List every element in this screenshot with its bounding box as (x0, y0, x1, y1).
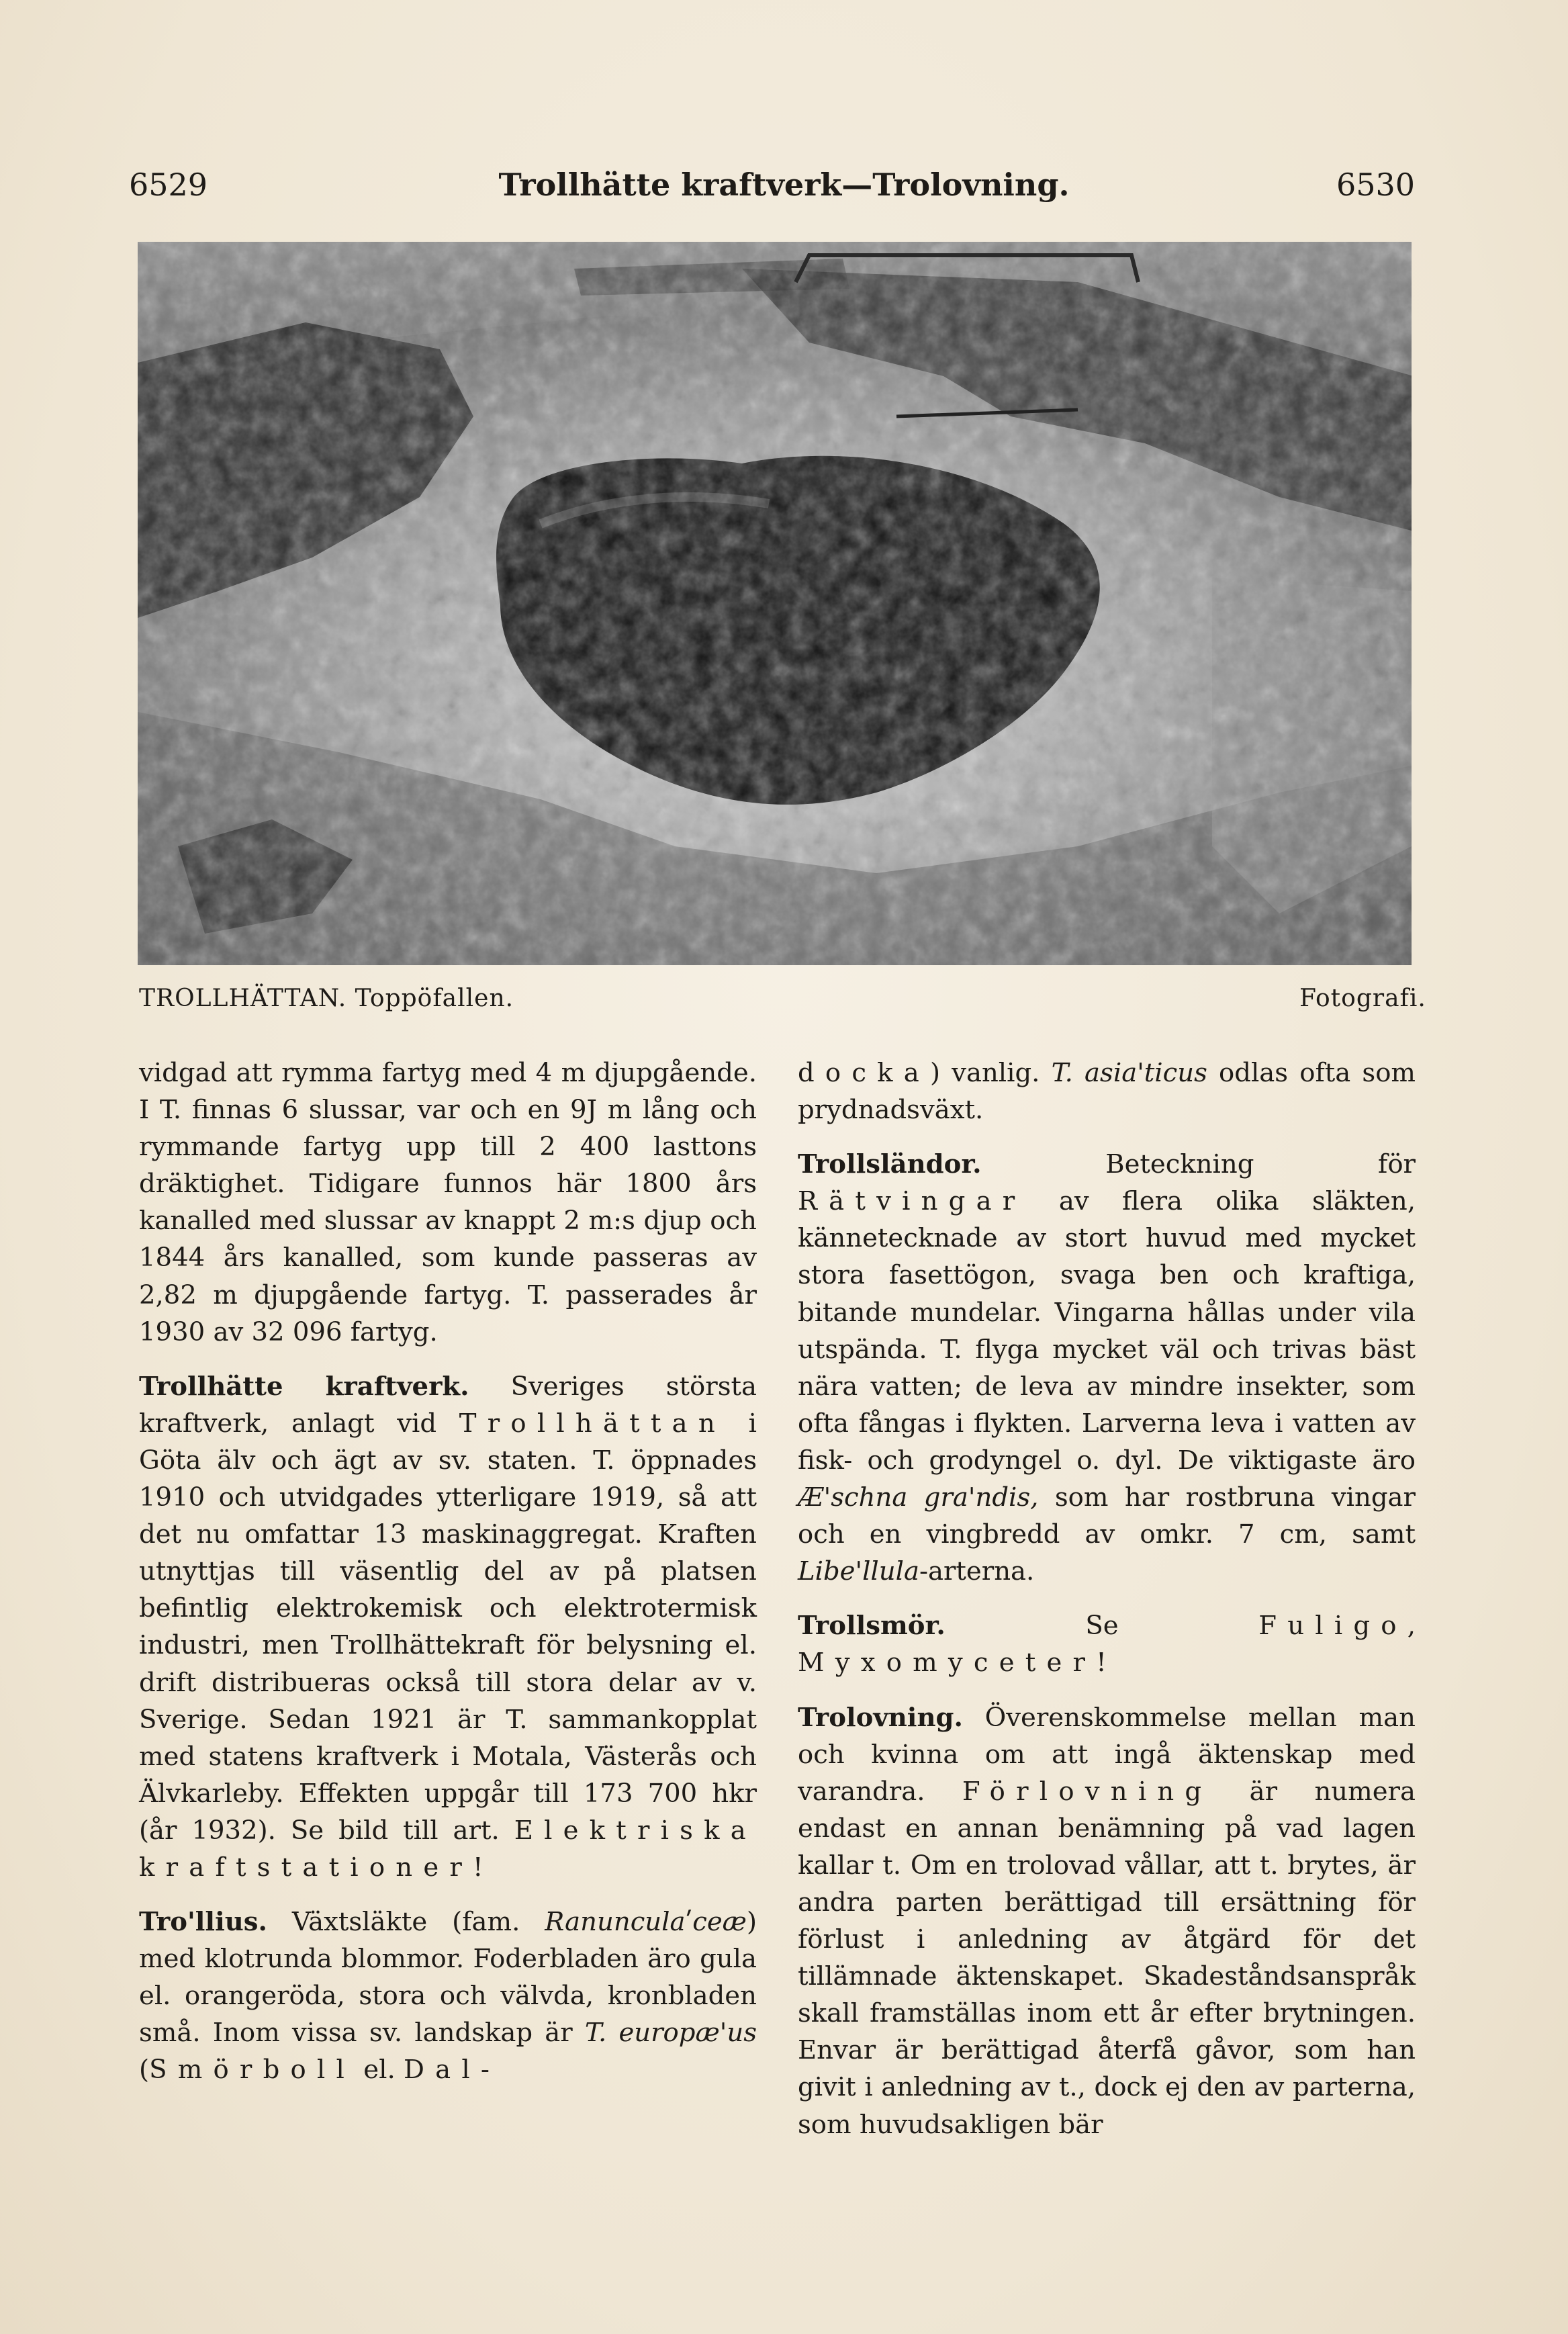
waterfall-photo (138, 242, 1412, 965)
page-title: Trollhätte kraftverk—Trolovning. (498, 167, 1070, 203)
right-column (798, 1054, 1416, 2161)
entry-head: Trollsmör. (798, 1611, 946, 1642)
entry-text: -arterna. (919, 1556, 1035, 1587)
paragraph-trollius-continued (798, 1054, 1416, 1128)
entry-head: Trollsländor. (798, 1149, 982, 1180)
entry-head: Trolovning. (798, 1702, 963, 1733)
entry-text: som har rostbruna vingar och en vingbredd av omkr. 7 cm, samt (798, 1482, 1416, 1550)
latin-name: T. europæ'us (584, 2018, 757, 2049)
entry-text: Överenskommelse mellan man och kvinna om att ingå äktenskap med varandra. (798, 1702, 1416, 1807)
cross-reference: Elektriska kraftstationer! (139, 1815, 757, 1883)
entry-trollhatte-kraftverk (139, 1368, 757, 1886)
entry-text: ) vanlig. (929, 1058, 1052, 1088)
entry-head: Tro'llius. (139, 1907, 267, 1938)
entry-text: är numera endast en annan benämning på vad lagen kallar t. Om en trolovad vållar, att t. brytes, är andra parten berättigad till ersättning för förlust i anledning av åtgärd för det tillämnade äktenskapet. Skadeståndsanspråk skall framställas inom ett år efter brytningen. Envar är berättigad återfå gåvor, som han givit i anledning av t., dock ej den av parterna, som huvudsakligen bär (798, 1776, 1416, 2140)
page-number-left: 6529 (129, 167, 208, 203)
entry-trollsmor (798, 1607, 1416, 1681)
entry-text: ) med klotrunda blommor. Foderbladen äro gula el. orangeröda, stora och välvda, kronbladen små. Inom vissa sv. landskap är (139, 1907, 757, 2049)
waterfall-image (138, 242, 1412, 965)
vernacular-name: Smörboll (149, 2055, 356, 2085)
cross-reference: Myxomyceter! (798, 1648, 1117, 1678)
left-column (139, 1054, 757, 2106)
photo-caption-credit: Fotografi. (1299, 985, 1426, 1012)
cross-reference: Förlovning (962, 1776, 1213, 1807)
latin-name: Æ'schna gra'ndis, (798, 1482, 1039, 1513)
latin-name: Libe'llula (798, 1556, 919, 1587)
entry-text: av flera olika släkten, kännetecknade av stort huvud med mycket stora fasettögon, svaga ben och kraftiga, bitande mundelar. Vingarna hållas under vila utspända. T. flyga mycket väl och trivas bäst nära vatten; de leva av mindre insekter, som ofta fångas i flykten. Larverna leva i vatten av fisk- och grodyngel o. dyl. De viktigaste äro (798, 1186, 1416, 1476)
latin-name: T. asia'ticus (1051, 1058, 1207, 1088)
entry-text: Sveriges största kraftverk, anlagt vid (139, 1371, 757, 1439)
entry-text: el. (355, 2055, 404, 2085)
latin-name: Ranunculaʹceæ (545, 1907, 747, 1938)
entry-text: i Göta älv och ägt av sv. staten. T. öppnades 1910 och utvidgades ytterligare 1919, så att det nu omfattar 13 maskinaggregat. Kraften utnyttjas till väsentlig del av på platsen befintlig elektrokemisk och elektrotermisk industri, men Trollhättekraft för belysning el. drift distribueras också till stora delar av v. Sverige. Sedan 1921 är T. sammankopplat med statens kraftverk i Motala, Västerås och Älvkarleby. Effekten uppgår till 173 700 hkr (år 1932). Se bild till art. (139, 1408, 757, 1846)
entry-trollslandor (798, 1146, 1416, 1590)
cross-reference: Rätvingar (798, 1186, 1026, 1217)
cross-reference: Trollhättan (459, 1408, 726, 1439)
vernacular-name: Dal- (404, 2055, 501, 2085)
entry-text: Se (945, 1611, 1259, 1642)
entry-head: Trollhätte kraftverk. (139, 1371, 469, 1402)
entry-text: , (1407, 1611, 1416, 1642)
entry-trolovning (798, 1699, 1416, 2143)
page-header (0, 167, 1568, 214)
entry-text: Växtsläkte (fam. (267, 1907, 545, 1938)
page-number-right: 6530 (1336, 167, 1416, 203)
entry-text: odlas ofta som prydnadsväxt. (798, 1058, 1416, 1126)
vernacular-name: docka (798, 1058, 930, 1088)
entry-text: ( (139, 2055, 150, 2085)
photo-caption-title: TROLLHÄTTAN. Toppöfallen. (139, 985, 514, 1012)
entry-text: Beteckning för (981, 1149, 1416, 1180)
paragraph-canal-continued: vidgad att rymma fartyg med 4 m djupgående. I T. finnas 6 slussar, var och en 9J m lång och rymmande fartyg upp till 2 400 lasttons dräktighet. Tidigare funnos här 1800 års kanalled med slussar av knappt 2 m:s djup och 1844 års kanalled, som kunde passeras av 2,82 m djupgående fartyg. T. passerades år 1930 av 32 096 fartyg. (139, 1058, 757, 1347)
cross-reference: Fuligo (1258, 1611, 1408, 1642)
entry-trollius (139, 1903, 757, 2088)
